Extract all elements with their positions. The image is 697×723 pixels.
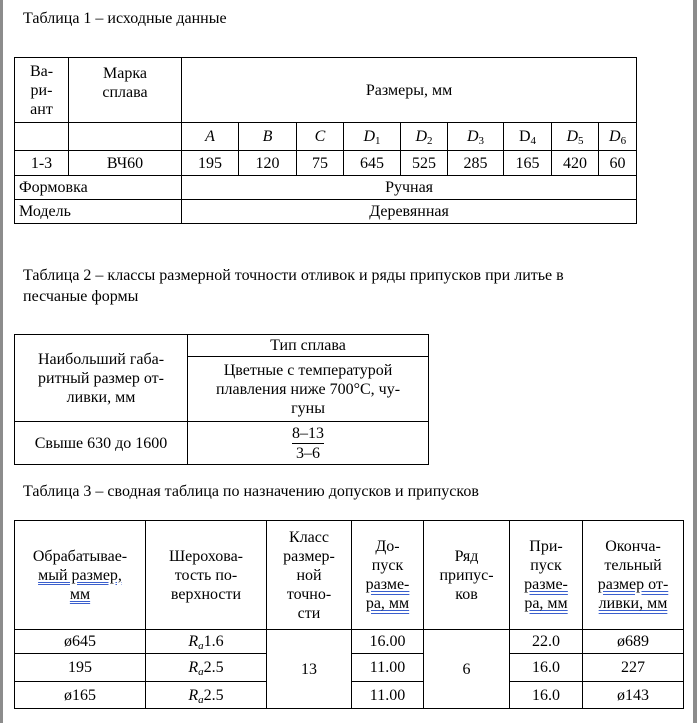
fraction-denominator: 3–6 xyxy=(296,444,320,462)
cell-final-size: ø689 xyxy=(583,630,684,654)
header-variant-line: ри- xyxy=(30,81,53,99)
header-max-size xyxy=(15,335,188,422)
ra-symbol: R xyxy=(188,659,199,676)
cell-value-C: 75 xyxy=(297,151,344,176)
cell-size-range: Свыше 630 до 1600 xyxy=(15,422,188,465)
cell-allowance: 22.0 xyxy=(510,630,583,654)
cell-roughness xyxy=(146,682,267,709)
header-line: Класс xyxy=(289,528,329,546)
molding-value: Ручная xyxy=(182,176,637,200)
header-allowance xyxy=(510,521,583,630)
cell-value-D5: 420 xyxy=(552,151,599,176)
table-row xyxy=(15,630,684,654)
cell-roughness xyxy=(146,630,267,654)
dim-subscript: 6 xyxy=(620,135,627,147)
header-allowance-row xyxy=(424,521,510,630)
header-line: Ряд xyxy=(454,547,479,565)
header-line: мм xyxy=(69,585,91,603)
header-line: До- xyxy=(375,538,400,555)
header-line: мый размер, xyxy=(38,566,122,584)
header-sizes: Размеры, мм xyxy=(182,58,637,123)
header-line: ливки, мм xyxy=(66,388,136,406)
header-line: ра, мм xyxy=(365,595,410,612)
header-line: размер- xyxy=(283,547,335,565)
header-line: ной xyxy=(296,566,322,584)
header-alloy-type: Тип сплава xyxy=(188,335,429,357)
empty-cell xyxy=(69,123,182,151)
header-alloy-line: Марка xyxy=(103,65,147,82)
table3 xyxy=(14,520,684,709)
table1-caption: Таблица 1 – исходные данные xyxy=(23,10,227,27)
ra-value: 2.5 xyxy=(203,686,224,704)
ra-subscript: a xyxy=(198,693,204,706)
cell-final-size: 227 xyxy=(583,654,684,682)
header-alloy-line: сплава xyxy=(102,84,148,101)
cell-variant: 1-3 xyxy=(15,151,69,176)
header-line: Шерохова- xyxy=(168,547,243,565)
header-line: точно- xyxy=(286,585,332,603)
cell-value-D6: 60 xyxy=(599,151,637,176)
header-variant-line: Ва- xyxy=(29,62,54,80)
cell-value-A: 195 xyxy=(182,151,239,176)
dim-header-B xyxy=(239,123,297,151)
header-processed-size xyxy=(15,521,146,630)
dim-header-D2 xyxy=(401,123,448,151)
header-line: Оконча- xyxy=(605,538,661,555)
header-line: припус- xyxy=(439,566,494,584)
dim-symbol: D xyxy=(518,128,531,145)
cell-value-B: 120 xyxy=(239,151,297,176)
header-variant-line: ант xyxy=(30,100,53,118)
header-line: пуск xyxy=(530,557,562,574)
ra-subscript: a xyxy=(198,666,204,678)
cell-size: ø165 xyxy=(15,682,146,709)
table2-caption-line: Таблица 2 – классы размерной точности отливок и ряды припусков при литье в xyxy=(23,267,564,284)
cell-tolerance: 11.00 xyxy=(352,682,424,709)
cell-final-size: ø143 xyxy=(583,682,684,709)
header-line: разме- xyxy=(524,576,568,593)
dim-header-D1 xyxy=(344,123,401,151)
ra-subscript: a xyxy=(198,640,204,652)
page-edge-right xyxy=(693,0,697,723)
header-tolerance xyxy=(352,521,424,630)
header-line: ра, мм xyxy=(524,595,568,612)
table1 xyxy=(14,57,637,224)
fraction-numerator: 8–13 xyxy=(292,424,324,442)
cell-value-D2: 525 xyxy=(401,151,448,176)
cell-tolerance: 11.00 xyxy=(352,654,424,682)
dim-header-D5 xyxy=(552,123,599,151)
header-line: ливки, мм xyxy=(598,595,668,612)
table-row xyxy=(15,151,637,176)
dim-header-D6 xyxy=(599,123,637,151)
header-line: плавления ниже 700°С, чу- xyxy=(215,380,401,398)
cell-roughness xyxy=(146,654,267,682)
cell-allowance-row: 6 xyxy=(424,630,510,709)
cell-size: ø645 xyxy=(15,630,146,654)
dim-symbol: D xyxy=(466,128,479,145)
dim-symbol: C xyxy=(314,128,326,145)
header-line: ритный размер от- xyxy=(38,369,164,387)
molding-label: Формовка xyxy=(15,176,182,200)
dim-header-D3 xyxy=(448,123,504,151)
cell-tolerance: 16.00 xyxy=(352,630,424,654)
dim-symbol: D xyxy=(566,128,579,145)
header-alloy-description xyxy=(188,357,429,422)
dim-subscript: 3 xyxy=(478,135,485,147)
cell-accuracy-class: 13 xyxy=(267,630,352,709)
dim-header-D4 xyxy=(504,123,552,151)
ra-symbol: R xyxy=(188,633,199,650)
table-row xyxy=(15,200,637,224)
model-value: Деревянная xyxy=(182,200,637,224)
header-roughness xyxy=(146,521,267,630)
cell-value-D1: 645 xyxy=(344,151,401,176)
header-line: Цветные с температурой xyxy=(223,361,393,379)
header-line: При- xyxy=(529,538,563,555)
header-line: тельный xyxy=(604,557,662,574)
ra-value: 2.5 xyxy=(203,659,224,676)
empty-cell xyxy=(15,123,69,151)
dim-symbol: A xyxy=(205,128,215,145)
header-line: ков xyxy=(455,585,478,603)
ra-symbol: R xyxy=(188,686,199,704)
cell-value-D3: 285 xyxy=(448,151,504,176)
table-row xyxy=(15,422,429,465)
model-label: Модель xyxy=(15,200,182,224)
header-line: разме- xyxy=(365,576,410,593)
table2-caption-line: песчаные формы xyxy=(23,288,139,305)
table2-caption xyxy=(23,265,564,307)
dim-symbol: D xyxy=(363,128,376,145)
cell-fraction xyxy=(188,422,429,465)
page-edge-left xyxy=(0,0,3,723)
cell-size: 195 xyxy=(15,654,146,682)
header-accuracy-class xyxy=(267,521,352,630)
header-final-size xyxy=(583,521,684,630)
dim-symbol: B xyxy=(262,128,273,145)
dim-header-C xyxy=(297,123,344,151)
header-line: тость по- xyxy=(174,566,238,584)
dim-header-A xyxy=(182,123,239,151)
table3-caption: Таблица 3 – сводная таблица по назначению допусков и припусков xyxy=(23,483,479,500)
header-line: сти xyxy=(297,604,321,622)
header-alloy-grade xyxy=(69,58,182,123)
table-row xyxy=(15,176,637,200)
header-line: верхности xyxy=(170,585,242,603)
header-line: размер от- xyxy=(597,576,669,593)
ra-value: 1.6 xyxy=(203,633,224,650)
header-line: Наибольший габа- xyxy=(37,350,165,368)
cell-alloy: ВЧ60 xyxy=(69,151,182,176)
dim-subscript: 5 xyxy=(578,135,584,147)
dim-subscript: 1 xyxy=(375,135,381,147)
dim-subscript: 2 xyxy=(427,135,433,147)
header-line: гуны xyxy=(291,399,325,417)
cell-allowance: 16.0 xyxy=(510,654,583,682)
dim-subscript: 4 xyxy=(530,135,537,147)
header-line: Обрабатывае- xyxy=(32,547,128,565)
dim-symbol: D xyxy=(609,128,621,145)
cell-value-D4: 165 xyxy=(504,151,552,176)
table2 xyxy=(14,334,429,465)
header-variant xyxy=(15,58,69,123)
dim-symbol: D xyxy=(415,128,428,145)
header-line: пуск xyxy=(371,557,404,574)
cell-allowance: 16.0 xyxy=(510,682,583,709)
